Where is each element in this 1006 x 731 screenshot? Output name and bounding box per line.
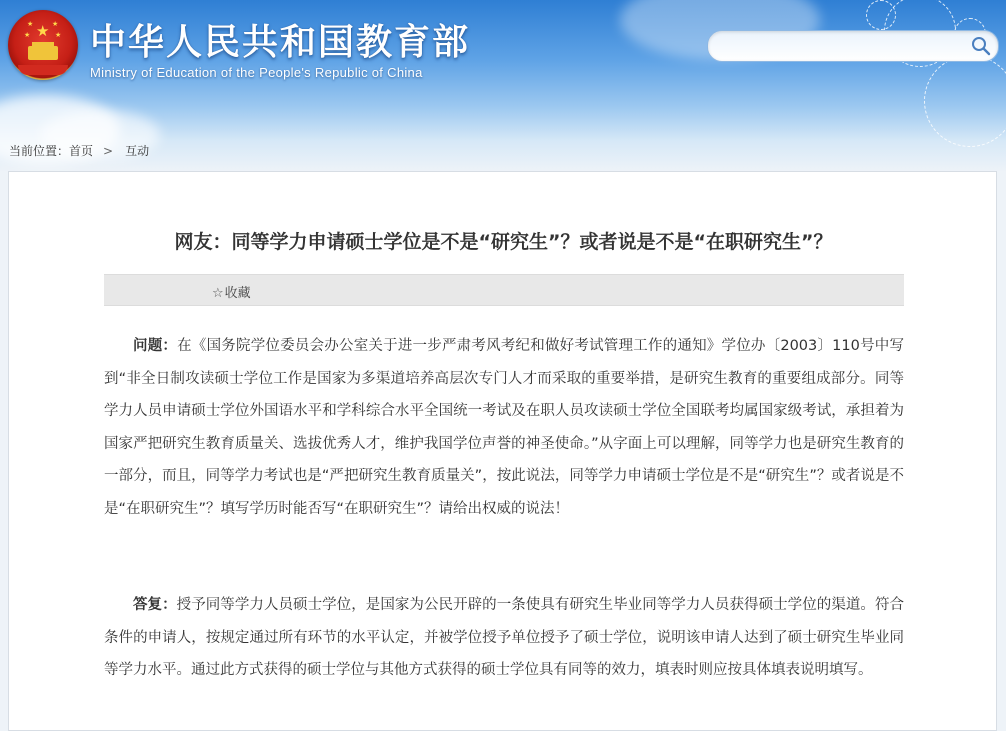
question-label: 问题： [133,338,178,354]
breadcrumb-prefix: 当前位置： [9,144,70,158]
search-icon[interactable] [970,35,992,57]
star-icon: ★ [55,31,62,39]
answer-paragraph [104,589,904,687]
site-header [0,0,1006,172]
star-outline-icon: ☆ [212,286,224,301]
gate-shape [28,46,58,60]
breadcrumb [9,142,149,159]
star-icon: ★ [24,31,31,39]
breadcrumb-home-link[interactable]: 首页 [69,144,94,158]
article-toolbar [104,274,904,306]
search-bar [707,30,999,62]
site-title-chinese[interactable]: 中华人民共和国教育部 [90,22,471,63]
star-icon: ★ [27,20,34,28]
national-emblem-logo[interactable] [8,10,78,80]
question-text: 在《国务院学位委员会办公室关于进一步严肃考风考纪和做好考试管理工作的通知》学位办〔2003〕110号中写到“非全日制攻读硕士学位工作是国家为多渠道培养高层次专门人才而采取的重要举措，是研究生教育的重要组成部分。同等学力人员申请硕士学位外国语水平和学科综合水平全国统一考试及在职人员攻读硕士学位全国联考均属国家级考试，承担着为国家严把研究生教育质量关、选拔优秀人才，维护我国学位声誉的神圣使命。”从字面上可以理解，同等学力也是研究生教育的一部分，而且，同等学力考试也是“严把研究生教育质量关”，按此说法，同等学力申请硕士学位是不是“研究生”？或者说是不是“在职研究生”？填写学历时能否写“在职研究生”？请给出权威的说法！ [104,338,904,517]
question-paragraph [104,330,904,525]
site-title-english[interactable]: Ministry of Education of the People's Republic of China [90,65,423,80]
dandelion-decoration [866,0,896,30]
favorite-button[interactable] [212,282,251,301]
chevron-right-icon: > [103,143,114,158]
answer-text: 授予同等学力人员硕士学位，是国家为公民开辟的一条使具有研究生毕业同等学力人员获得硕士学位的渠道。符合条件的申请人，按规定通过所有环节的水平认定，并被学位授予单位授予了硕士学位，说明该申请人达到了硕士研究生毕业同等学力水平。通过此方式获得的硕士学位与其他方式获得的硕士学位具有同等的效力，填表时则应按具体填表说明填写。 [104,597,905,678]
favorite-label: 收藏 [224,286,251,301]
ribbon-shape [18,65,68,75]
search-input[interactable] [722,36,966,58]
article-panel [8,171,997,731]
star-icon: ★ [36,22,50,40]
answer-label: 答复： [133,597,177,613]
article-title: 网友：同等学力申请硕士学位是不是“研究生”？或者说是不是“在职研究生”？ [174,231,833,253]
star-icon: ★ [52,20,59,28]
dandelion-decoration [924,55,1006,147]
breadcrumb-current-link[interactable]: 互动 [125,144,150,158]
